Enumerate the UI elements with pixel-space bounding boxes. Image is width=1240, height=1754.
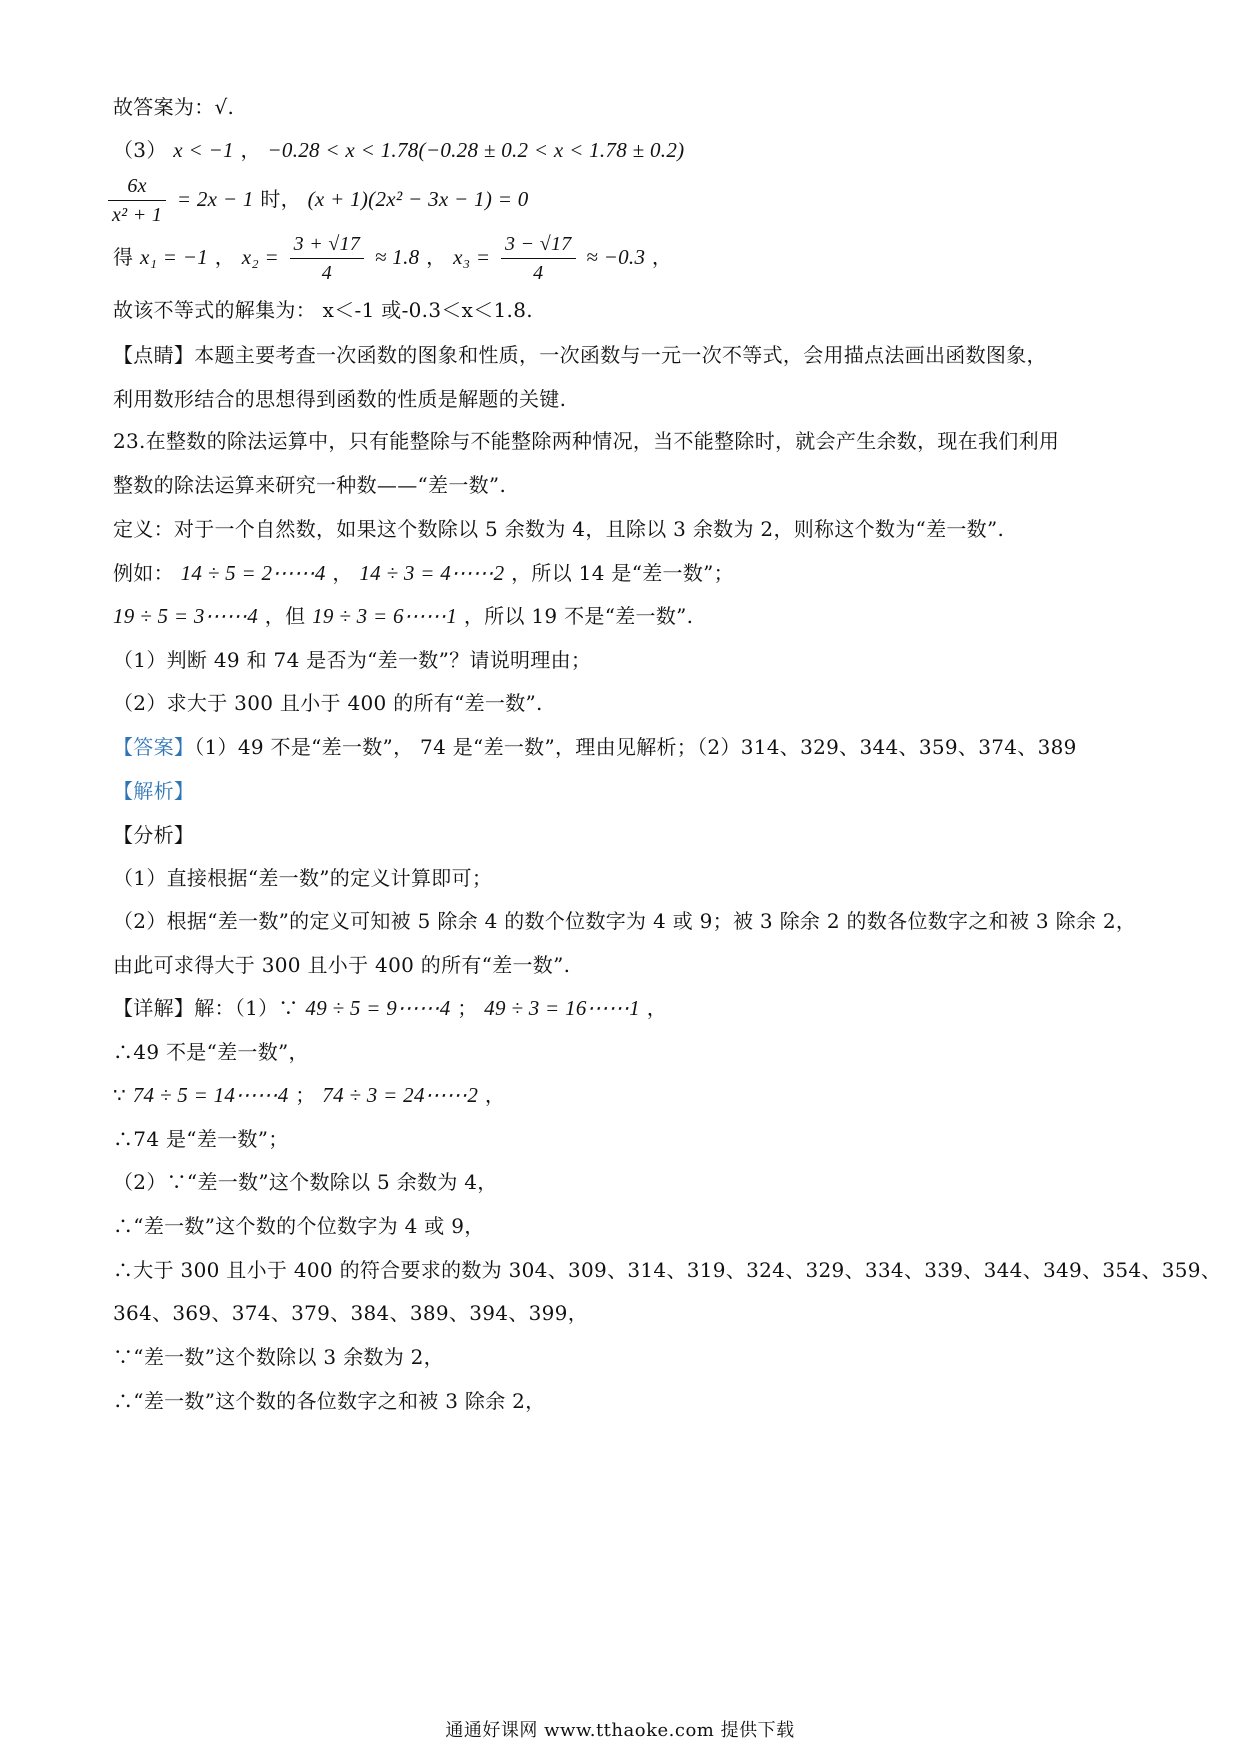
- detail-line: ∴“差一数”这个数的各位数字之和被 3 除余 2，: [113, 1389, 546, 1413]
- answer-line: [113, 734, 1077, 760]
- math-expression: x₁ = −1: [139, 245, 209, 269]
- text: 例如：: [113, 561, 174, 585]
- numerator: 6x: [108, 174, 166, 201]
- math-expression: ≈ 1.8: [374, 245, 420, 269]
- text: ；: [457, 996, 478, 1020]
- detail-line: ∴大于 300 且小于 400 的符合要求的数为 304、309、314、319、324、329、334、339、344、349、354、359、: [113, 1258, 1222, 1282]
- analysis-heading: 【分析】: [113, 823, 195, 847]
- page-footer: 通通好课网 www.tthaoke.com 提供下载: [445, 1720, 795, 1741]
- text: ，: [646, 996, 668, 1020]
- math-expression: x < −1: [173, 138, 234, 162]
- text: ，所以 19 不是“差一数”.: [463, 604, 694, 628]
- math-expression: 14 ÷ 3 = 4⋯⋯2: [359, 561, 505, 585]
- math-expression: x₂ =: [241, 245, 279, 269]
- detail-line: [113, 995, 667, 1021]
- roots-line: [113, 232, 672, 285]
- text: ，: [426, 245, 447, 269]
- text: （1）49 不是“差一数”， 74 是“差一数”，理由见解析；（2）314、329、344、359、374、389: [194, 735, 1077, 759]
- text: ，: [651, 245, 673, 269]
- equation-line: [104, 174, 529, 227]
- math-expression: 74 ÷ 5 = 14⋯⋯4: [132, 1083, 289, 1107]
- text: 时，: [260, 187, 301, 211]
- text: ，: [484, 1083, 506, 1107]
- detail-line: （2）∵“差一数”这个数除以 5 余数为 4，: [113, 1170, 498, 1194]
- detail-line: ∵“差一数”这个数除以 3 余数为 2，: [113, 1345, 444, 1369]
- answer-tag: 【答案】: [113, 735, 195, 759]
- math-expression: (x + 1)(2x² − 3x − 1) = 0: [307, 187, 529, 211]
- answer-line: 故答案为：√.: [113, 95, 235, 119]
- denominator: 4: [533, 262, 544, 284]
- math-expression: 19 ÷ 3 = 6⋯⋯1: [312, 604, 458, 628]
- text: ，所以 14 是“差一数”；: [511, 561, 734, 585]
- math-expression: 49 ÷ 5 = 9⋯⋯4: [305, 996, 451, 1020]
- math-expression: x₃ =: [453, 245, 491, 269]
- denominator: x² + 1: [112, 204, 163, 226]
- text: 得: [113, 245, 134, 269]
- math-expression: −0.28 < x < 1.78(−0.28 ± 0.2 < x < 1.78 ± 0.2): [267, 138, 685, 162]
- question-line: 整数的除法运算来研究一种数——“差一数”.: [113, 473, 507, 497]
- math-expression: 19 ÷ 5 = 3⋯⋯4: [113, 604, 259, 628]
- definition-line: 定义：对于一个自然数，如果这个数除以 5 余数为 4，且除以 3 余数为 2，则称这个数为“差一数”.: [113, 517, 1005, 541]
- analysis-line: （1）直接根据“差一数”的定义计算即可；: [113, 866, 493, 890]
- text: 【详解】解：（1）∵: [113, 996, 299, 1020]
- subquestion-line: （2）求大于 300 且小于 400 的所有“差一数”.: [113, 691, 543, 715]
- comment-line: 【点睛】本题主要考查一次函数的图象和性质，一次函数与一元一次不等式，会用描点法画出函数图象，: [113, 343, 1047, 367]
- detail-line: ∴“差一数”这个数的个位数字为 4 或 9，: [113, 1214, 485, 1238]
- denominator: 4: [321, 262, 333, 284]
- solution-part3-line: [113, 137, 684, 163]
- math-expression: ≈ −0.3: [586, 245, 646, 269]
- detail-line: ∴49 不是“差一数”，: [113, 1040, 309, 1064]
- analysis-line: 由此可求得大于 300 且小于 400 的所有“差一数”.: [113, 953, 571, 977]
- text: ；: [295, 1083, 316, 1107]
- analysis-line: （2）根据“差一数”的定义可知被 5 除余 4 的数个位数字为 4 或 9；被 3 除余 2 的数各位数字之和被 3 除余 2，: [113, 909, 1137, 933]
- detail-line: [113, 1082, 505, 1108]
- text: ，但: [264, 604, 306, 628]
- example-line: [113, 603, 693, 629]
- text: ，: [214, 245, 236, 269]
- text: ∵: [113, 1083, 127, 1107]
- text: ，: [240, 138, 261, 162]
- fraction: [501, 232, 576, 285]
- analysis-tag: 【解析】: [113, 779, 195, 803]
- math-expression: = 2x − 1: [176, 187, 254, 211]
- subquestion-line: （1）判断 49 和 74 是否为“差一数”？请说明理由；: [113, 648, 592, 672]
- detail-line: 364、369、374、379、384、389、394、399，: [113, 1301, 588, 1325]
- text: （3）: [113, 138, 167, 162]
- numerator: 3 + √17: [290, 232, 365, 259]
- text: ，: [332, 561, 353, 585]
- math-expression: 74 ÷ 3 = 24⋯⋯2: [322, 1083, 479, 1107]
- math-expression: 49 ÷ 3 = 16⋯⋯1: [484, 996, 641, 1020]
- fraction: [108, 174, 166, 227]
- fraction: [290, 232, 365, 285]
- example-line: [113, 560, 734, 586]
- comment-line: 利用数形结合的思想得到函数的性质是解题的关键.: [113, 387, 567, 411]
- question-line: 23.在整数的除法运算中，只有能整除与不能整除两种情况，当不能整除时，就会产生余数，现在我们利用: [113, 429, 1060, 453]
- detail-line: ∴74 是“差一数”；: [113, 1127, 289, 1151]
- math-expression: 14 ÷ 5 = 2⋯⋯4: [180, 561, 326, 585]
- solution-set-line: 故该不等式的解集为： x＜-1 或-0.3＜x＜1.8.: [113, 298, 533, 322]
- numerator: 3 − √17: [501, 232, 576, 259]
